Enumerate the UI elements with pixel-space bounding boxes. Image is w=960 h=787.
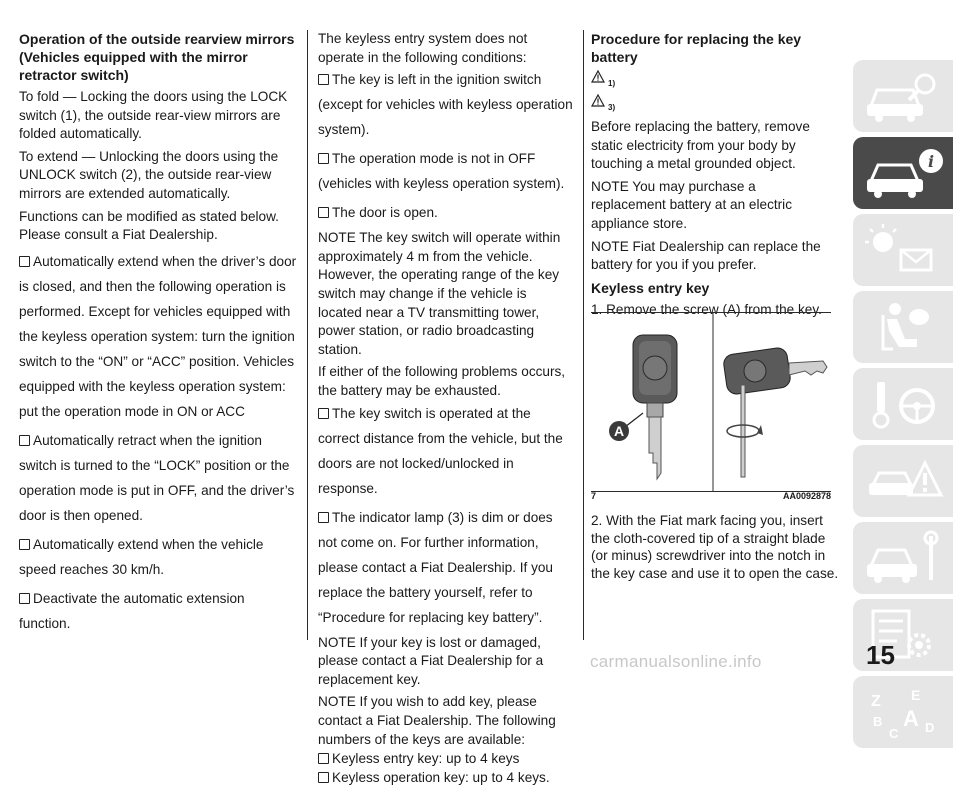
- figure-number: 7: [591, 491, 597, 501]
- note: NOTE Fiat Dealership can replace the battery for you if you prefer.: [591, 238, 821, 273]
- warning-ref: [591, 94, 831, 118]
- list-item: [318, 146, 574, 196]
- list-item-text: Keyless entry key: up to 4 keys: [332, 751, 520, 767]
- list-item: [19, 586, 297, 636]
- paragraph: To fold — Locking the doors using the LOCK switch (1), the outside rear-view mirrors are folded automatically.: [19, 89, 288, 142]
- list-item-text: Automatically extend when the vehicle speed reaches 30 km/h.: [19, 536, 264, 577]
- note: NOTE You may purchase a replacement battery at an electric appliance store.: [591, 178, 792, 231]
- checkbox-bullet-icon: [318, 512, 329, 523]
- tab-alphabet-index[interactable]: [853, 676, 953, 748]
- step: 1. Remove the screw (A) from the key.: [591, 302, 822, 318]
- checkbox-bullet-icon: [19, 593, 30, 604]
- svg-text:A: A: [903, 706, 919, 731]
- list-item-text: Automatically retract when the ignition switch is turned to the “LOCK” position or the operation mode is put in OFF, and the driver’s door is then opened.: [19, 432, 295, 523]
- page-number: 15: [866, 640, 895, 670]
- checkbox-bullet-icon: [318, 207, 329, 218]
- warning-triangle-icon: [591, 94, 605, 107]
- list-item: [318, 401, 574, 501]
- step: 2. With the Fiat mark facing you, insert the cloth-covered tip of a straight blade (or minus) screwdriver into the notch in the key case and use it to open the case.: [591, 513, 839, 581]
- battery-heading: Procedure for replacing the key battery: [591, 31, 802, 65]
- car-search-icon: [853, 60, 953, 132]
- svg-text:D: D: [925, 720, 935, 735]
- tab-seat-airbag[interactable]: [853, 291, 953, 363]
- paragraph: Functions can be modified as stated below. Please consult a Fiat Dealership.: [19, 208, 279, 243]
- svg-text:B: B: [873, 714, 883, 729]
- checkbox-bullet-icon: [318, 74, 329, 85]
- list-item-text: The operation mode is not in OFF (vehicles with keyless operation system).: [318, 151, 565, 192]
- list-item: [318, 67, 574, 142]
- list-item-text: The key switch is operated at the correct distance from the vehicle, but the doors are not locked/unlocked in response.: [318, 405, 563, 496]
- svg-text:i: i: [927, 152, 935, 171]
- mirrors-heading: Operation of the outside rearview mirrors (Vehicles equipped with the mirror retractor switch): [19, 31, 295, 83]
- list-item: [318, 749, 574, 768]
- warning-ref: [591, 70, 831, 94]
- paragraph: If either of the following problems occurs, the battery may be exhausted.: [318, 364, 566, 398]
- tab-car-tools[interactable]: [853, 522, 953, 594]
- checkbox-bullet-icon: [19, 539, 30, 550]
- list-item: [318, 768, 574, 787]
- tab-car-info[interactable]: [853, 137, 953, 209]
- note: NOTE If your key is lost or damaged, please contact a Fiat Dealership for a replacement key.: [318, 634, 544, 687]
- list-item-text: The indicator lamp (3) is dim or does not come on. For further information, please contact a Fiat Dealership. If you replace the battery yourself, refer to “Procedure for replacing key battery”.: [318, 509, 553, 625]
- seat-airbag-icon: [853, 291, 953, 363]
- list-item-text: Automatically extend when the driver’s door is closed, and then the following operation is performed. Except for vehicles equipped with the keyless operation system: turn the ignition switch to the “ON” or “ACC” position. Vehicles equipped with the keyless operation system: put the operation mode in ON or ACC: [19, 253, 297, 419]
- checkbox-bullet-icon: [318, 753, 329, 764]
- warning-triangle-icon: [591, 70, 605, 83]
- svg-text:E: E: [911, 687, 921, 703]
- key-illustration: [591, 313, 831, 491]
- warning-ref-number: 1): [608, 79, 616, 88]
- tab-breakdown[interactable]: [853, 445, 953, 517]
- checkbox-bullet-icon: [19, 256, 30, 267]
- tab-warning-lights[interactable]: [853, 214, 953, 286]
- checkbox-bullet-icon: [19, 435, 30, 446]
- svg-text:Z: Z: [871, 693, 881, 710]
- list-item-text: Deactivate the automatic extension function.: [19, 590, 245, 631]
- checkbox-bullet-icon: [318, 408, 329, 419]
- breakdown-triangle-icon: [853, 445, 953, 517]
- figure-code: AA0092878: [782, 491, 831, 501]
- warning-ref-number: 3): [608, 103, 616, 112]
- tab-steering-key[interactable]: [853, 368, 953, 440]
- paragraph: To extend — Unlocking the doors using the UNLOCK switch (2), the outside rear-view mirrors are extended automatically.: [19, 148, 279, 201]
- warning-lights-icon: [853, 214, 953, 286]
- list-item-text: The door is open.: [332, 205, 438, 221]
- key-figure: [591, 312, 831, 492]
- car-info-icon: [853, 137, 953, 209]
- list-item-text: Keyless operation key: up to 4 keys.: [332, 770, 550, 786]
- column-mirrors: [19, 30, 297, 640]
- paragraph: Before replacing the battery, remove static electricity from your body by touching a metal grounded object.: [591, 119, 810, 172]
- tab-car-search[interactable]: [853, 60, 953, 132]
- checkbox-bullet-icon: [318, 772, 329, 783]
- list-item-text: The key is left in the ignition switch (except for vehicles with keyless operation system).: [318, 72, 573, 138]
- checkbox-bullet-icon: [318, 153, 329, 164]
- list-item: [19, 532, 297, 582]
- column-divider: [583, 30, 584, 640]
- label-a: A: [613, 423, 625, 439]
- subheading: Keyless entry key: [591, 279, 710, 296]
- watermark: carmanualsonline.info: [590, 652, 762, 671]
- column-keyless: [318, 30, 574, 787]
- list-item: [318, 200, 574, 225]
- list-item: [318, 505, 574, 630]
- list-item: [19, 428, 297, 528]
- steering-key-icon: [853, 368, 953, 440]
- car-tools-icon: [853, 522, 953, 594]
- alphabet-index-icon: [853, 676, 953, 748]
- note: NOTE The key switch will operate within approximately 4 m from the vehicle. However, the operating range of the key switch may change if the vehicle is located near a TV transmitting tower, power station, or radio broadcasting station.: [318, 230, 561, 357]
- column-battery: [591, 30, 831, 324]
- column-divider: [307, 30, 308, 640]
- svg-text:C: C: [889, 726, 899, 741]
- list-item: [19, 249, 297, 424]
- paragraph: The keyless entry system does not operate in the following conditions:: [318, 31, 528, 65]
- note: NOTE If you wish to add key, please contact a Fiat Dealership. The following numbers of the keys are available:: [318, 694, 556, 747]
